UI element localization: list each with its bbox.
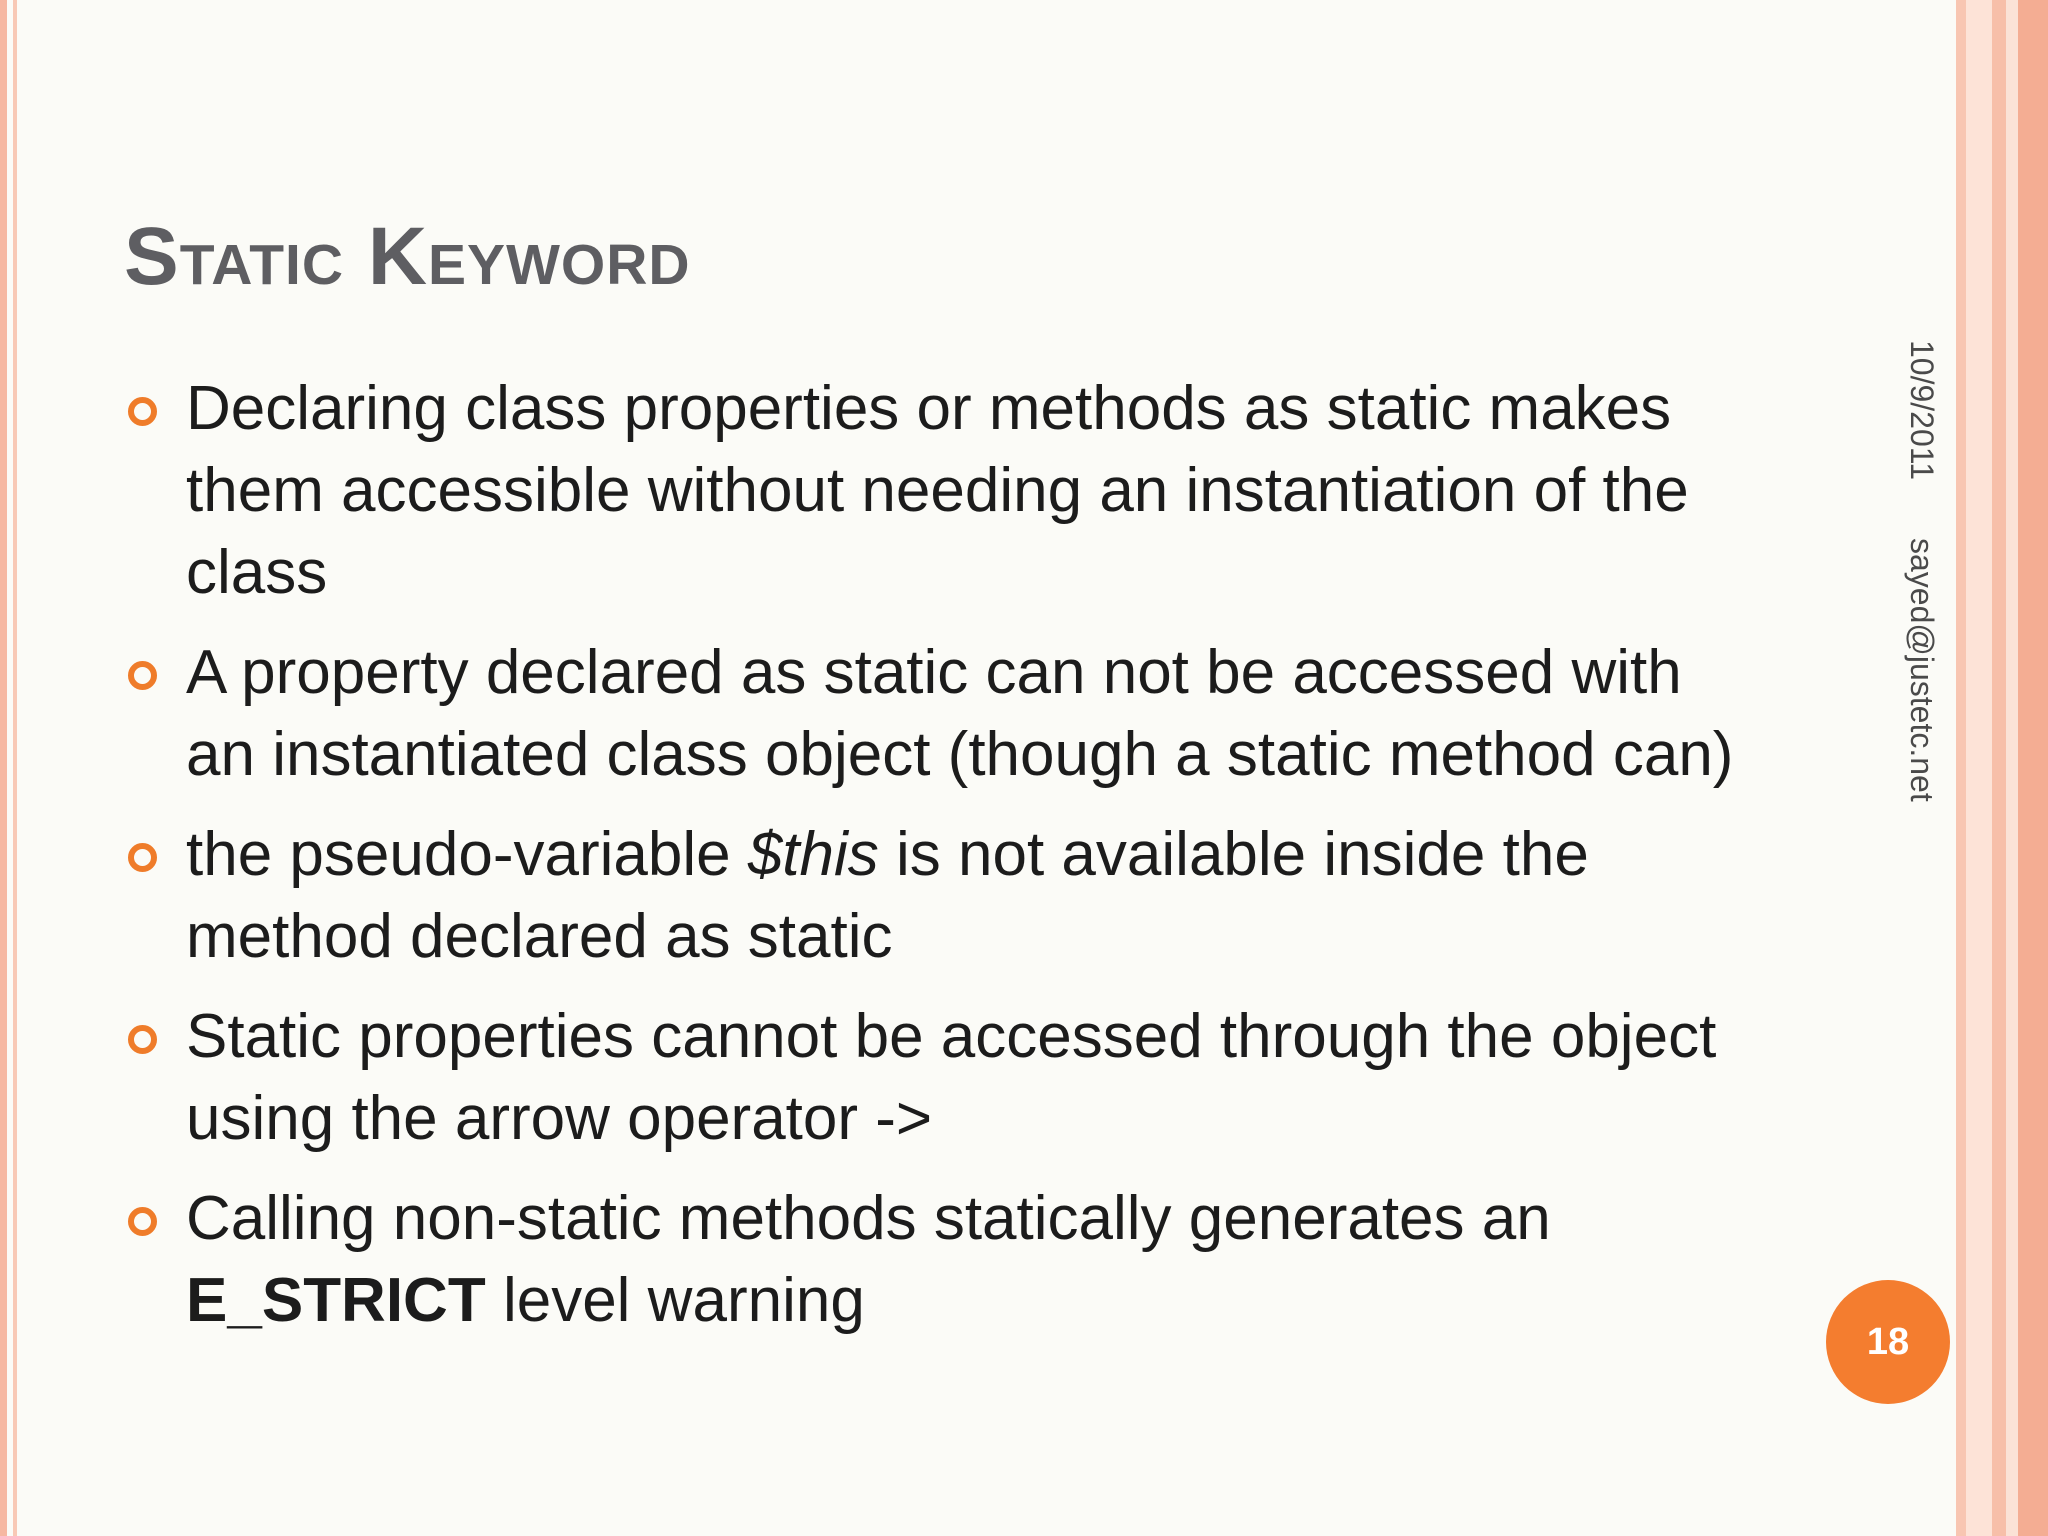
bullet-text-after: level warning (485, 1266, 865, 1335)
page-number: 18 (1866, 1320, 1910, 1363)
left-border-stripe-inner (13, 0, 17, 1536)
right-border-stripe (1992, 0, 2006, 1536)
right-border-stripe (1966, 0, 1992, 1536)
hollow-circle-icon (128, 661, 157, 690)
right-border-stripe (2006, 0, 2018, 1536)
author-email: sayed@justetc.net (1904, 538, 1940, 802)
bullet-text-after: is not available inside the method declared as static (186, 820, 1589, 971)
hollow-circle-icon (128, 397, 157, 426)
hollow-circle-icon (128, 1207, 157, 1236)
bullet-text: Declaring class properties or methods as static makes them accessible without needing an instantiation of the class (186, 374, 1689, 607)
bullet-text-before: the pseudo-variable (186, 820, 748, 889)
bullet-item (124, 1178, 1764, 1342)
slide-title: Static Keyword (124, 211, 691, 302)
bullet-item (124, 814, 1764, 978)
bullet-text: A property declared as static can not be accessed with an instantiated class object (though a static method can) (186, 638, 1734, 789)
bullet-list (124, 368, 1764, 1360)
bullet-text-emphasis: $this (747, 820, 879, 889)
right-border-stripe (1956, 0, 1966, 1536)
bullet-item (124, 368, 1764, 614)
bullet-text-strong: E_STRICT (186, 1266, 486, 1335)
page-number-badge (1826, 1280, 1950, 1404)
hollow-circle-icon (128, 1025, 157, 1054)
hollow-circle-icon (128, 843, 157, 872)
bullet-text-before: Calling non-static methods statically generates an (186, 1184, 1551, 1253)
bullet-text: Static properties cannot be accessed through the object using the arrow operator -> (186, 1002, 1717, 1153)
right-border-stripe (2018, 0, 2048, 1536)
slide-date: 10/9/2011 (1904, 340, 1940, 480)
bullet-item (124, 996, 1764, 1160)
bullet-item (124, 632, 1764, 796)
left-border-stripe (0, 0, 7, 1536)
